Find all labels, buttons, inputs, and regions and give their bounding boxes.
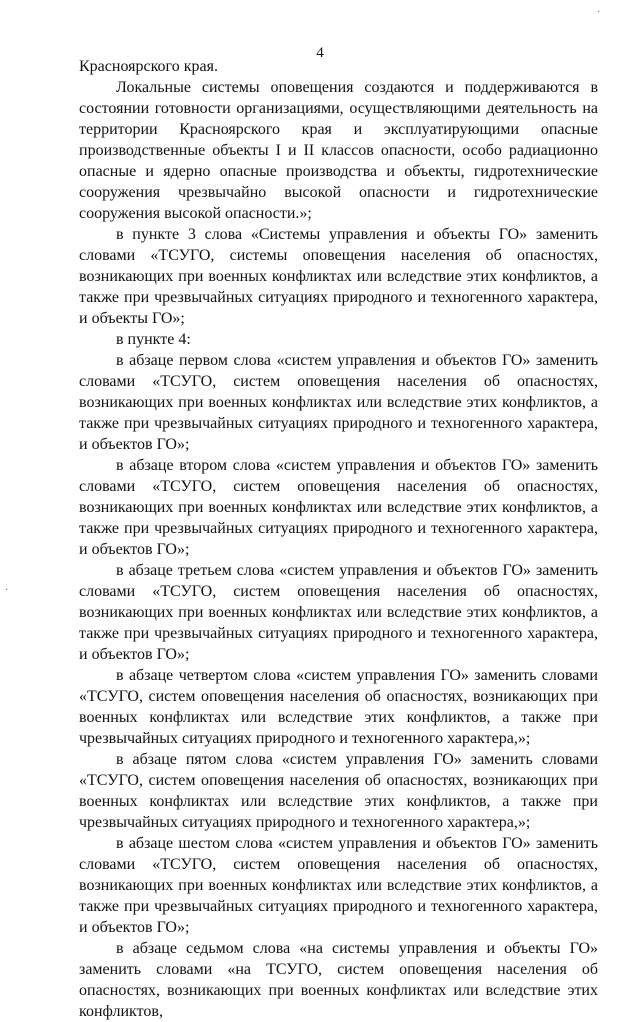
paragraph: в пункте 4: — [116, 331, 191, 348]
paragraph: Локальные системы оповещения создаются и поддерживаются в состоянии готовности организациями, осуществляющими деятельность на территории Красноярского края и эксплуатирующими опасные производственные объекты I и II классов опасности, особо радиационно опасные и ядерно опасные производства и объекты, гидротехнические сооружения чрезвычайно высокой опасности и гидротехнические сооружения высокой опасности.»; — [79, 79, 598, 222]
scan-mark-dot: · — [5, 585, 9, 596]
paragraph: в абзаце втором слова «систем управления и объектов ГО» заменить словами «ТСУГО, систем оповещения населения об опасностях, возникающих при военных конфликтах или вследствие этих конфликтов, а также при чрезвычайных ситуациях природного и техногенного характера, и объектов ГО»; — [79, 457, 598, 558]
paragraph: в абзаце четвертом слова «систем управления ГО» заменить словами «ТСУГО, систем оповещения населения об опасностях, возникающих при военных конфликтах или вследствие этих конфликтов, а также при чрезвычайных ситуациях природного и техногенного характера,»; — [79, 667, 598, 747]
paragraph: в абзаце первом слова «систем управления и объектов ГО» заменить словами «ТСУГО, систем оповещения населения об опасностях, возникающих при военных конфликтах или вследствие этих конфликтов, а также при чрезвычайных ситуациях природного и техногенного характера, и объектов ГО»; — [79, 352, 598, 453]
paragraph: в абзаце шестом слова «систем управления и объектов ГО» заменить словами «ТСУГО, систем оповещения населения об опасностях, возникающих при военных конфликтах или вследствие этих конфликтов, а также при чрезвычайных ситуациях природного и техногенного характера, и объектов ГО»; — [79, 835, 598, 936]
page-number: 4 — [316, 45, 324, 61]
paragraph: в абзаце третьем слова «систем управления и объектов ГО» заменить словами «ТСУГО, систем оповещения населения об опасностях, возникающих при военных конфликтах или вследствие этих конфликтов, а также при чрезвычайных ситуациях природного и техногенного характера, и объектов ГО»; — [79, 562, 598, 663]
paragraph: в абзаце пятом слова «систем управления ГО» заменить словами «ТСУГО, систем оповещения населения об опасностях, возникающих при военных конфликтах или вследствие этих конфликтов, а также при чрезвычайных ситуациях природного и техногенного характера,»; — [79, 751, 598, 831]
paragraph: в абзаце седьмом слова «на системы управления и объекты ГО» заменить словами «на ТСУГО, систем оповещения населения об опасностях, возникающих при военных конфликтах или вследствие этих конфликтов, — [79, 940, 598, 1020]
paragraph: в пункте 3 слова «Системы управления и объекты ГО» заменить словами «ТСУГО, системы оповещения населения об опасностях, возникающих при военных конфликтах или вследствие этих конфликтов, а также при чрезвычайных ситуациях природного и техногенного характера, и объекты ГО»; — [79, 226, 598, 327]
paragraph: Красноярского края. — [79, 58, 218, 75]
scan-mark-dot: · — [597, 7, 601, 18]
document-body — [79, 56, 598, 1022]
